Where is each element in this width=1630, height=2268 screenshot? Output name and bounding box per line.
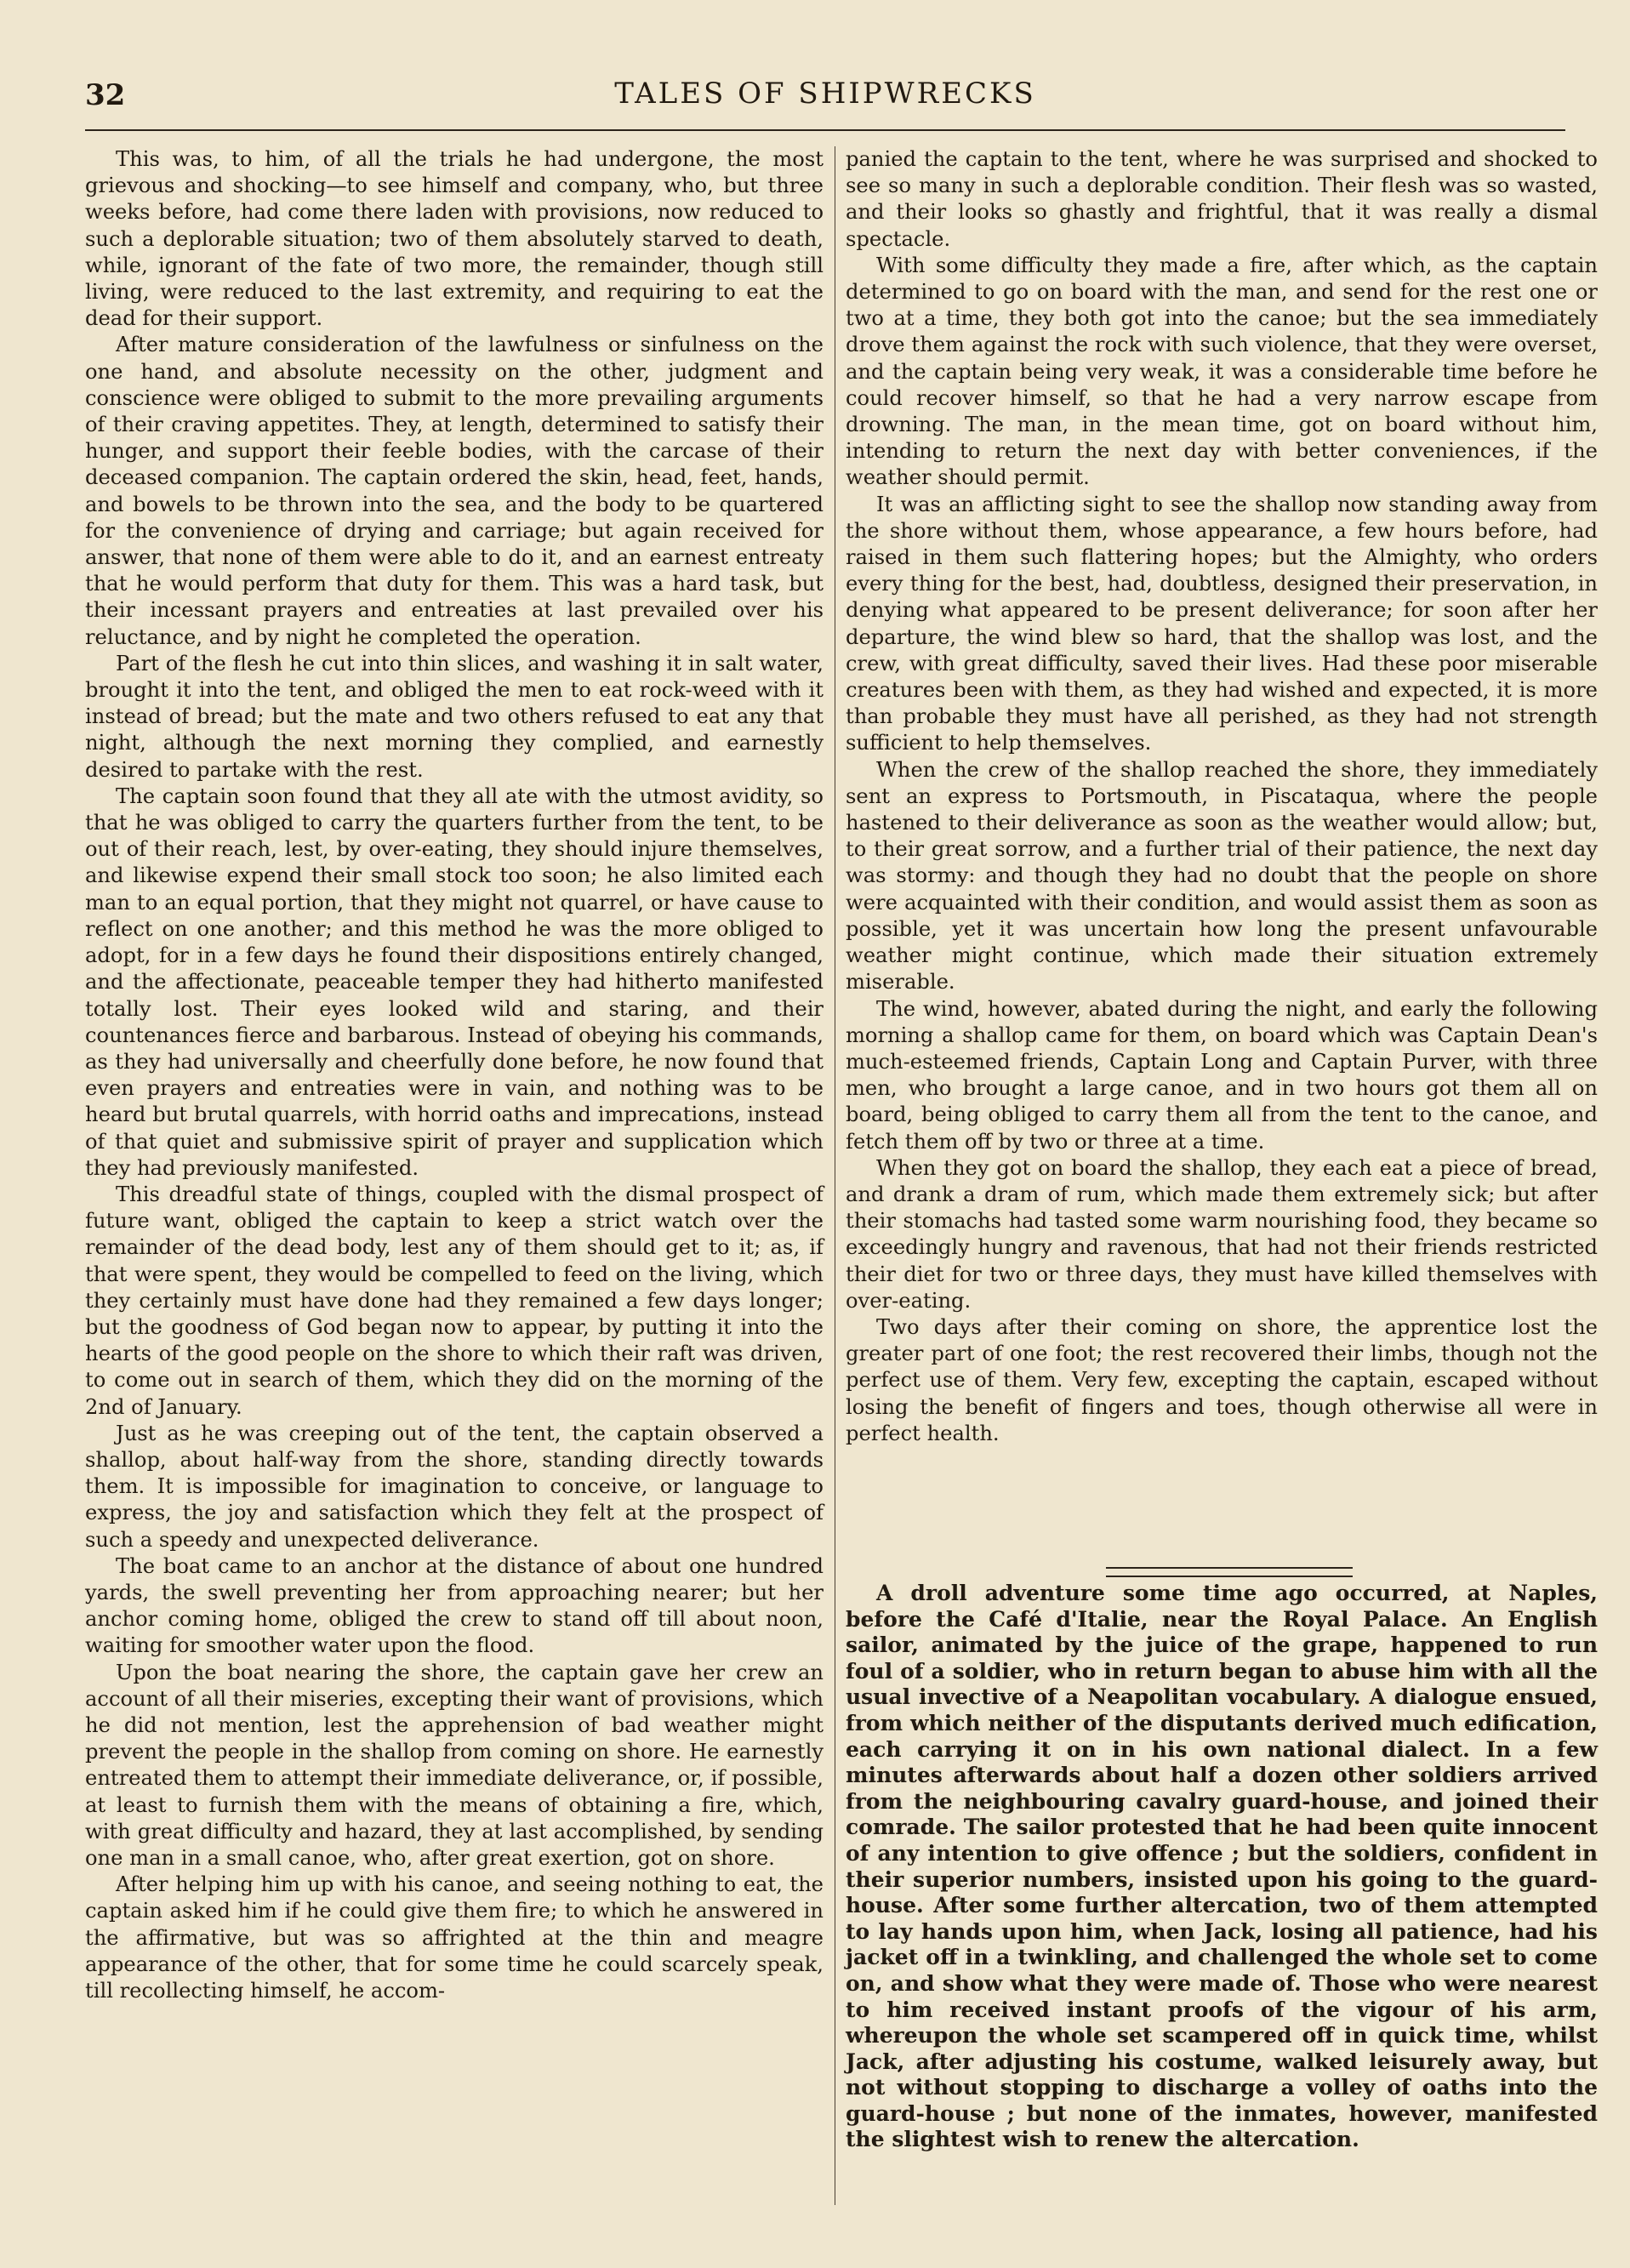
- paragraph: The wind, however, abated during the night, and early the following morning a shallop came for them, on board which was Captain Dean's much-esteemed friends, Captain Long and Captain Purver, with three men, who brought a large canoe, and in two hours got them all on board, being obliged to carry them all from the tent to the canoe, and fetch them off by two or three at a time.: [846, 996, 1598, 1154]
- paragraph: Part of the flesh he cut into thin slices, and washing it in salt water, brought it into the tent, and obliged the men to eat rock-weed with it instead of bread; but the mate and two others refused to eat any that night, although the next morning they complied, and earnestly desired to partake with the rest.: [85, 651, 824, 782]
- anecdote-section: [846, 1581, 1598, 2153]
- paragraph: It was an afflicting sight to see the shallop now standing away from the shore without them, whose appearance, a few hours before, had raised in them such flattering hopes; but the Almighty, who orders every thing for the best, had, doubtless, designed their preservation, in denying what appeared to be present deliverance; for soon after her departure, the wind blew so hard, that the shallop was lost, and the crew, with great difficulty, saved their lives. Had these poor miserable creatures been with them, as they had wished and expected, it is more than probable they must have all perished, as they had not strength sufficient to help themselves.: [846, 492, 1598, 755]
- paragraph: Just as he was creeping out of the tent, the captain observed a shallop, about half-way from the shore, standing directly towards them. It is impossible for imagination to conceive, or language to express, the joy and satisfaction which they felt at the prospect of such a speedy and unexpected deliverance.: [85, 1421, 824, 1552]
- right-column: [846, 146, 1598, 1447]
- paragraph: After mature consideration of the lawfulness or sinfulness on the one hand, and absolute necessity on the other, judgment and conscience were obliged to submit to the more prevailing arguments of their craving appetites. They, at length, determined to satisfy their hunger, and support their feeble bodies, with the carcase of their deceased companion. The captain ordered the skin, head, feet, hands, and bowels to be thrown into the sea, and the body to be quartered for the convenience of drying and carriage; but again received for answer, that none of them were able to do it, and an earnest entreaty that he would perform that duty for them. This was a hard task, but their incessant prayers and entreaties at last prevailed over his reluctance, and by night he completed the operation.: [85, 333, 824, 649]
- section-separator: [1106, 1567, 1353, 1577]
- page-number: 32: [85, 78, 126, 112]
- paragraph: Upon the boat nearing the shore, the captain gave her crew an account of all their miseries, excepting their want of provisions, which he did not mention, lest the apprehension of bad weather might prevent the people in the shallop from coming on shore. He earnestly entreated them to attempt their immediate deliverance, or, if possible, at least to furnish them with the means of obtaining a fire, which, with great difficulty and hazard, they at last accomplished, by sending one man in a small canoe, who, after great exertion, got on shore.: [85, 1660, 824, 1870]
- paragraph: This was, to him, of all the trials he had undergone, the most grievous and shocking—to see himself and company, who, but three weeks before, had come there laden with provisions, now reduced to such a deplorable situation; two of them absolutely starved to death, while, ignorant of the fate of two more, the remainder, though still living, were reduced to the last extremity, and requiring to eat the dead for their support.: [85, 147, 824, 331]
- page-header: [85, 73, 1565, 124]
- left-column: [85, 146, 824, 2004]
- running-title: TALES OF SHIPWRECKS: [614, 77, 1036, 111]
- anecdote-paragraph: A droll adventure some time ago occurred, at Naples, before the Café d'Italie, near the Royal Palace. An English sailor, animated by the juice of the grape, happened to run foul of a soldier, who in return began to abuse him with all the usual invective of a Neapolitan vocabulary. A dialogue ensued, from which neither of the disputants derived much edification, each carrying it on in his own national dialect. In a few minutes afterwards about half a dozen other soldiers arrived from the neighbouring cavalry guard-house, and joined their comrade. The sailor protested that he had been quite innocent of any intention to give offence ; but the soldiers, confident in their superior numbers, insisted upon his going to the guard-house. After some further altercation, two of them attempted to lay hands upon him, when Jack, losing all patience, had his jacket off in a twinkling, and challenged the whole set to come on, and show what they were made of. Those who were nearest to him received instant proofs of the vigour of his arm, whereupon the whole set scampered off in quick time, whilst Jack, after adjusting his costume, walked leisurely away, but not without stopping to discharge a volley of oaths into the guard-house ; but none of the inmates, however, manifested the slightest wish to renew the altercation.: [846, 1581, 1598, 2152]
- paragraph: With some difficulty they made a fire, after which, as the captain determined to go on board with the man, and send for the rest one or two at a time, they both got into the canoe; but the sea immediately drove them against the rock with such violence, that they were overset, and the captain being very weak, it was a considerable time before he could recover himself, so that he had a very narrow escape from drowning. The man, in the mean time, got on board without him, intending to return the next day with better conveniences, if the weather should permit.: [846, 253, 1598, 490]
- paragraph: After helping him up with his canoe, and seeing nothing to eat, the captain asked him if he could give them fire; to which he answered in the affirmative, but was so affrighted at the thin and meagre appearance of the other, that for some time he could scarcely speak, till recollecting himself, he accom-: [85, 1872, 824, 2003]
- paragraph: This dreadful state of things, coupled with the dismal prospect of future want, obliged the captain to keep a strict watch over the remainder of the dead body, lest any of them should get to it; as, if that were spent, they would be compelled to feed on the living, which they certainly must have done had they remained a few days longer; but the goodness of God began now to appear, by putting it into the hearts of the good people on the shore to which their raft was driven, to come out in search of them, which they did on the morning of the 2nd of January.: [85, 1182, 824, 1419]
- paragraph: When they got on board the shallop, they each eat a piece of bread, and drank a dram of rum, which made them extremely sick; but after their stomachs had tasted some warm nourishing food, they became so exceedingly hungry and ravenous, that had not their friends restricted their diet for two or three days, they must have killed themselves with over-eating.: [846, 1155, 1598, 1313]
- paragraph: The boat came to an anchor at the distance of about one hundred yards, the swell preventing her from approaching nearer; but her anchor coming home, obliged the crew to stand off till about noon, waiting for smoother water upon the flood.: [85, 1553, 824, 1658]
- paragraph: Two days after their coming on shore, the apprentice lost the greater part of one foot; the rest recovered their limbs, though not the perfect use of them. Very few, excepting the captain, escaped without losing the benefit of fingers and toes, though otherwise all were in perfect health.: [846, 1314, 1598, 1445]
- paragraph: When the crew of the shallop reached the shore, they immediately sent an express to Portsmouth, in Piscataqua, where the people hastened to their deliverance as soon as the weather would allow; but, to their great sorrow, and a further trial of their patience, the next day was stormy: and though they had no doubt that the people on shore were acquainted with their condition, and would assist them as soon as possible, yet it was uncertain how long the present unfavourable weather might continue, which made their situation extremely miserable.: [846, 757, 1598, 994]
- header-rule: [85, 129, 1565, 131]
- paragraph: panied the captain to the tent, where he was surprised and shocked to see so many in such a deplorable condition. Their flesh was so wasted, and their looks so ghastly and frightful, that it was really a dismal spectacle.: [846, 147, 1598, 251]
- paragraph: The captain soon found that they all ate with the utmost avidity, so that he was obliged to carry the quarters further from the tent, to be out of their reach, lest, by over-eating, they should injure themselves, and likewise expend their small stock too soon; he also limited each man to an equal portion, that they might not quarrel, or have cause to reflect on one another; and this method he was the more obliged to adopt, for in a few days he found their dispositions entirely changed, and the affectionate, peaceable temper they had hitherto manifested totally lost. Their eyes looked wild and staring, and their countenances fierce and barbarous. Instead of obeying his commands, as they had universally and cheerfully done before, he now found that even prayers and entreaties were in vain, and nothing was to be heard but brutal quarrels, with horrid oaths and imprecations, instead of that quiet and submissive spirit of prayer and supplication which they had previously manifested.: [85, 784, 824, 1180]
